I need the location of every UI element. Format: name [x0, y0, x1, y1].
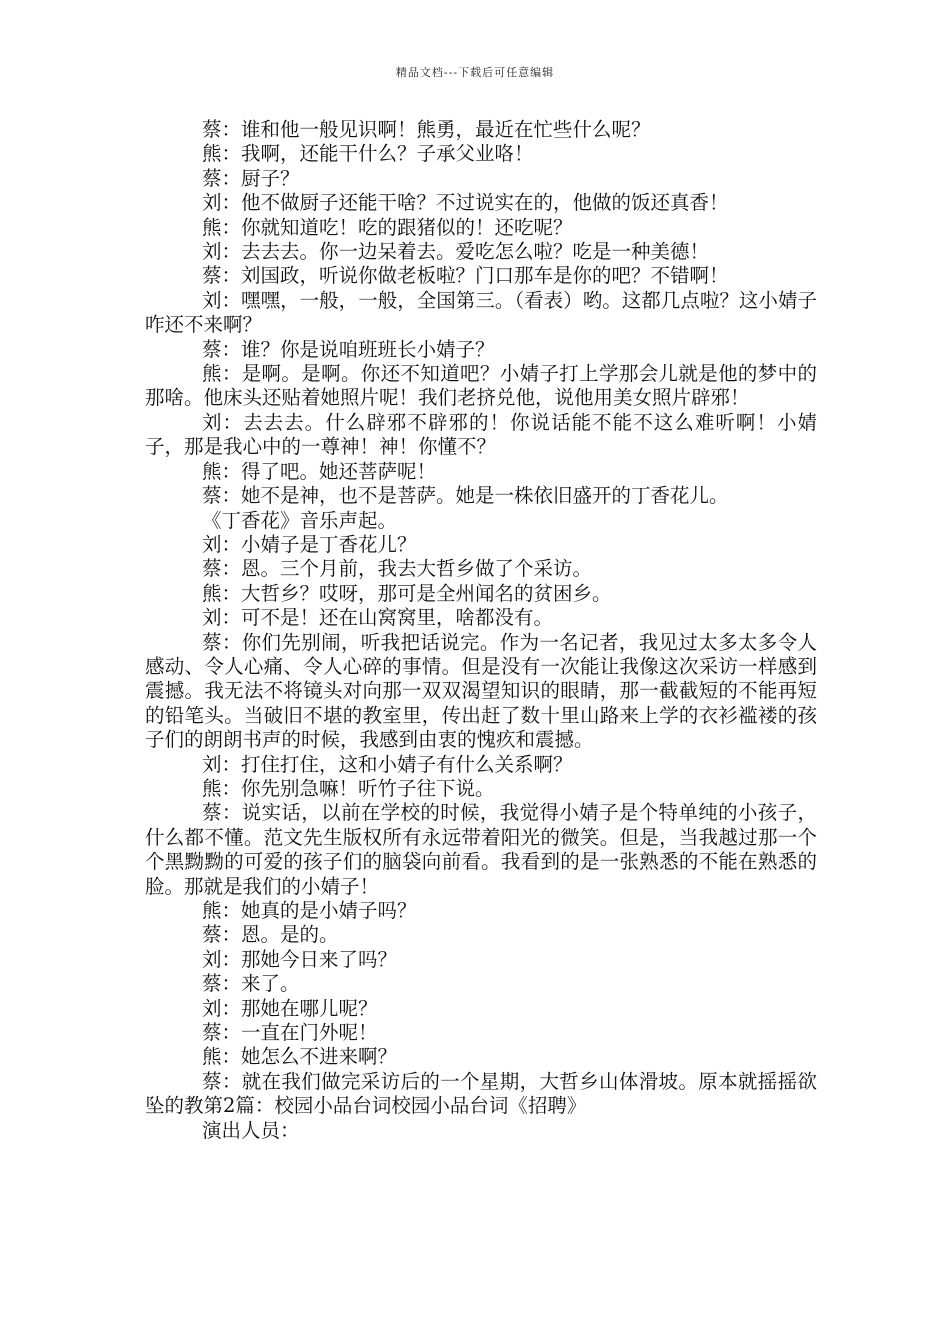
dialogue-line: 熊：我啊，还能干什么？子承父业咯！	[202, 142, 534, 166]
dialogue-line: 刘：那她在哪儿呢？	[202, 996, 378, 1020]
dialogue-line: 刘：小婧子是丁香花儿？	[202, 532, 417, 556]
dialogue-line: 蔡：厨子？	[202, 166, 300, 190]
dialogue-line: 刘：可不是！还在山窝窝里，啥都没有。	[202, 606, 554, 630]
stage-direction: 《丁香花》音乐声起。	[202, 508, 398, 532]
dialogue-line: 刘：打住打住，这和小婧子有什么关系啊？	[202, 752, 573, 776]
dialogue-line: 蔡：恩。三个月前，我去大哲乡做了个采访。	[202, 557, 593, 581]
dialogue-line: 熊：你先别急嘛！听竹子往下说。	[202, 776, 495, 800]
dialogue-line: 蔡：来了。	[202, 972, 300, 996]
dialogue-line: 蔡：谁和他一般见识啊！熊勇，最近在忙些什么呢？	[202, 118, 651, 141]
dialogue-line: 刘：嘿嘿，一般，一般，全国第三。（看表）哟。这都几点啦？这小婧子咋还不来啊？	[145, 288, 817, 337]
dialogue-line: 熊：是啊。是啊。你还不知道吧？小婧子打上学那会儿就是他的梦中的那啥。他床头还贴着她照片呢！我们老挤兑他，说他用美女照片辟邪！	[145, 362, 817, 410]
dialogue-line: 熊：她真的是小婧子吗？	[202, 899, 417, 922]
dialogue-line: 蔡：一直在门外呢！	[202, 1021, 378, 1045]
dialogue-line: 刘：去去去。你一边呆着去。爱吃怎么啦？吃是一种美德！	[202, 240, 710, 264]
dialogue-line: 熊：她怎么不进来啊？	[202, 1045, 398, 1069]
dialogue-line: 刘：他不做厨子还能干啥？不过说实在的，他做的饭还真香！	[202, 191, 729, 215]
document-body	[145, 118, 817, 1143]
page-header: 精品文档---下载后可任意编辑	[395, 66, 555, 79]
dialogue-line: 蔡：谁？你是说咱班班长小婧子？	[202, 337, 495, 361]
dialogue-line: 熊：你就知道吃！吃的跟猪似的！还吃呢？	[202, 215, 573, 239]
dialogue-line: 熊：得了吧。她还菩萨呢！	[202, 459, 437, 483]
dialogue-line: 刘：那她今日来了吗？	[202, 947, 398, 971]
dialogue-line: 蔡：恩。是的。	[202, 923, 339, 947]
dialogue-line: 蔡：她不是神，也不是菩萨。她是一株依旧盛开的丁香花儿。	[202, 484, 729, 508]
dialogue-line: 熊：大哲乡？哎呀，那可是全州闻名的贫困乡。	[202, 581, 612, 605]
dialogue-line: 蔡：说实话，以前在学校的时候，我觉得小婧子是个特单纯的小孩子，什么都不懂。范文先生版权所有永远带着阳光的微笑。但是，当我越过那一个个黑黝黝的可爱的孩子们的脑袋向前看。我看到的是一张熟悉的不能在熟悉的脸。那就是我们的小婧子！	[145, 801, 817, 898]
dialogue-line: 蔡：你们先别闹，听我把话说完。作为一名记者，我见过太多太多令人感动、令人心痛、令人心碎的事情。但是没有一次能让我像这次采访一样感到震撼。我无法不将镜头对向那一双双渴望知识的眼睛，那一截截短的不能再短的铅笔头。当破旧不堪的教室里，传出赶了数十里山路来上学的衣衫褴褛的孩子们的朗朗书声的时候，我感到由衷的愧疚和震撼。	[145, 630, 817, 752]
dialogue-line: 蔡：刘国政，听说你做老板啦？门口那车是你的吧？不错啊！	[202, 264, 729, 288]
cast-heading: 演出人员：	[202, 1118, 300, 1142]
dialogue-line: 刘：去去去。什么辟邪不辟邪的！你说话能不能不这么难听啊！小婧子，那是我心中的一尊神！神！你懂不？	[145, 410, 817, 459]
dialogue-line: 蔡：就在我们做完采访后的一个星期，大哲乡山体滑坡。原本就摇摇欲坠的教第2篇：校园小品台词校园小品台词《招聘》	[145, 1069, 817, 1118]
